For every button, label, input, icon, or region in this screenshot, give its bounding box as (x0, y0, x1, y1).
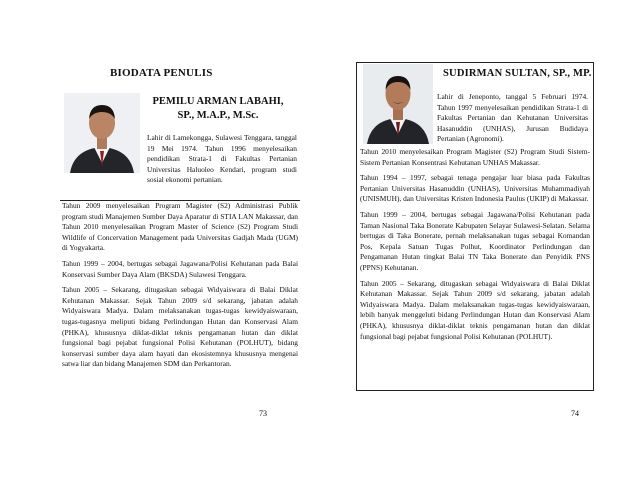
author-intro-sudirman: Lahir di Jeneponto, tanggal 5 Februari 1974. Tahun 1997 menyelesaikan pendidikan Strata-1 di Fakultas Pertanian dan Kehutanan Universitas Hasanuddin (UNHAS), Jurusan Budidaya Pertanian (Agronomi). (437, 92, 588, 144)
author-intro-pemilu: Lahir di Lamekongga, Sulawesi Tenggara, tanggal 19 Mei 1974. Tahun 1996 menyelesaikan pendidikan Strata-1 di Fakultas Pertanian Universitas Haluoleo Kendari, program studi sosial ekonomi pertanian. (147, 133, 297, 185)
bio-body-pemilu (62, 201, 298, 370)
author-name-line1: PEMILU ARMAN LABAHI, (152, 96, 284, 107)
author-photo-pemilu (64, 93, 140, 173)
bio-paragraph: Tahun 2005 – Sekarang, ditugaskan sebagai Widyaiswara di Balai Diklat Kehutanan Makassar. Sejak Tahun 2009 s/d sekarang, jabatan adalah Widyaiswara Madya. Dalam melaksanakan tugas-tugas kewidyaiswaraan, tugas-tugasnya meliputi bidang Perlindungan Hutan dan Konservasi Alam (PHKA), khususnya diklat-diklat teknis pengamanan hutan dan diklat fungsional bagi pejabat fungsional Polisi Kehutanan (POLHUT), bidang konservasi sumber daya alam hayati dan ekosistemnya khususnya mengenai satwa liar dan bidang Manajemen SDM dan Perkantoran. (62, 285, 298, 369)
bio-paragraph: Tahun 1999 – 2004, bertugas sebagai Jagawana/Polisi Kehutanan pada Balai Konservasi Sumber Daya Alam (BKSDA) Sulawesi Tenggara. (62, 258, 298, 279)
page-number-left: 73 (259, 409, 267, 418)
author-name-pemilu (148, 95, 288, 123)
bio-paragraph: Tahun 2005 – Sekarang, ditugaskan sebagai Widyaiswara di Balai Diklat Kehutanan Makassar. Sejak Tahun 2009 s/d sekarang, jabatan adalah Widyaiswara Madya. Dalam melaksanakan tugas-tugas kewidyaiswaraan, lebih banyak menggeluti bidang Perlindungan Hutan dan Konservasi Alam (PHKA), khususnya diklat-diklat teknis pengamanan hutan dan diklat fungsional bagi pejabat fungsional Polisi Kehutanan (POLHUT). (360, 278, 590, 341)
bio-body-sudirman (360, 147, 590, 342)
bio-paragraph: Tahun 2009 menyelesaikan Program Magister (S2) Administrasi Publik program studi Manajemen Sumber Daya Aparatur di STIA LAN Makassar, dan Tahun 2010 menyelesaikan Program Master of Science (S2) Program Studi Wildlife of Concervation Management pada Universitas Gadjah Mada (UGM) di Yogyakarta. (62, 201, 298, 253)
page-number-right: 74 (571, 409, 579, 418)
author-name-sudirman: SUDIRMAN SULTAN, SP., MP. (443, 68, 592, 79)
bio-paragraph: Tahun 1994 – 1997, sebagai tenaga pengajar luar biasa pada Fakultas Pertanian Universitas Hasanuddin (UNHAS), Universitas Muhammadiyah (UNISMUH), dan Universitas Kristen Indonesia Paulus (UKIP) di Makassar. (360, 173, 590, 204)
bio-paragraph: Tahun 2010 menyelesaikan Program Magister (S2) Program Studi Sistem-Sistem Pertanian Konsentrasi Kehutanan UNHAS Makassar. (360, 147, 590, 167)
biodata-heading: BIODATA PENULIS (110, 67, 213, 79)
bio-paragraph: Tahun 1999 – 2004, bertugas sebagai Jagawana/Polisi Kehutanan pada Taman Nasional Taka Bonerate Kabupaten Selayar Sulawesi-Selatan. Selama bertugas di Taka Bonerate, pernah melaksanakan tugas sebagai Komandan Pos, Kepala Satuan Tugas Polhut, Koordinator Perlindungan dan Pengamanan Hutan tingkat Balai TN Taka Bonerate dan Penyidik PNS (PPNS) Kehutanan. (360, 209, 590, 272)
author-name-line2: SP., M.A.P., M.Sc. (177, 110, 259, 121)
